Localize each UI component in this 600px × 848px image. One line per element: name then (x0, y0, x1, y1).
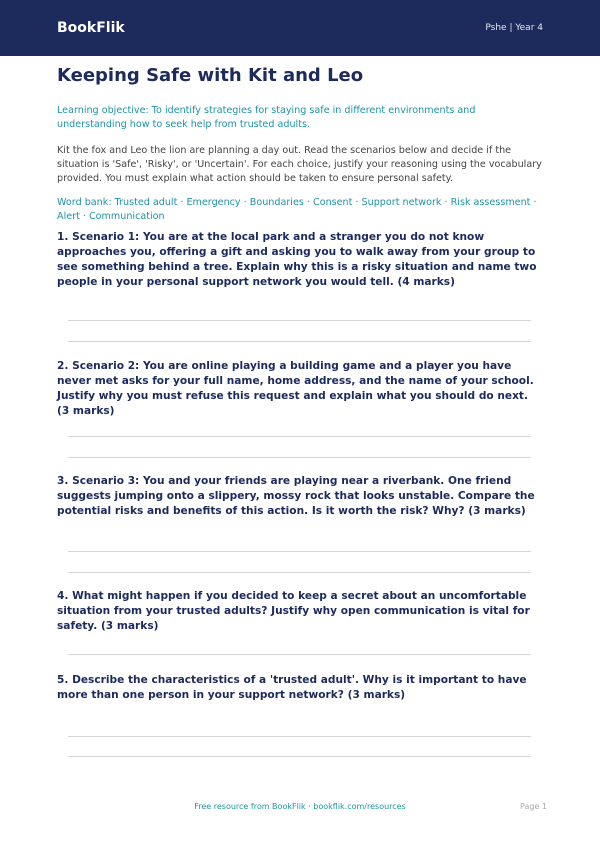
question-3: 3. Scenario 3: You and your friends are playing near a riverbank. One friend suggests jumping onto a slippery, mossy rock that looks unstable. Compare the potential risks and benefits of this action. Is it worth the risk? Why? (3 marks) (57, 475, 535, 517)
question-5: 5. Describe the characteristics of a 'trusted adult'. Why is it important to have more than one person in your support network? (3 marks) (57, 674, 527, 701)
answer-line[interactable] (68, 320, 531, 321)
instructions: Kit the fox and Leo the lion are planning a day out. Read the scenarios below and decide if the situation is 'Safe', 'Risky', or 'Uncertain'. For each choice, justify your reasoning using the vocabulary provided. You must explain what action should be taken to ensure personal safety. (57, 145, 542, 184)
answer-line[interactable] (68, 436, 531, 437)
answer-line[interactable] (68, 572, 531, 573)
answer-line[interactable] (68, 736, 531, 737)
intro-section (57, 62, 543, 224)
subject-year: Pshe | Year 4 (485, 23, 543, 33)
page-header (0, 0, 600, 56)
answer-line[interactable] (68, 551, 531, 552)
learning-objective: Learning objective: To identify strategies for staying safe in different environments and understanding how to seek help from trusted adults. (57, 105, 476, 130)
footer-credit[interactable]: Free resource from BookFlik · bookflik.com/resources (194, 802, 406, 811)
answer-line[interactable] (68, 457, 531, 458)
answer-line[interactable] (68, 341, 531, 342)
answer-line[interactable] (68, 756, 531, 757)
page-number: Page 1 (520, 802, 547, 811)
question-2: 2. Scenario 2: You are online playing a building game and a player you have never met asks for your full name, home address, and the name of your school. Justify why you must refuse this request and explain what you should do next. (3 marks) (57, 360, 534, 417)
word-bank: Word bank: Trusted adult · Emergency · Boundaries · Consent · Support network · Risk assessment · Alert · Communication (57, 197, 537, 222)
question-4: 4. What might happen if you decided to keep a secret about an uncomfortable situation from your trusted adults? Justify why open communication is vital for safety. (3 marks) (57, 590, 530, 632)
answer-line[interactable] (68, 654, 531, 655)
page-title: Keeping Safe with Kit and Leo (57, 65, 364, 86)
question-1: 1. Scenario 1: You are at the local park and a stranger you do not know approaches you, offering a gift and asking you to walk away from your group to see something behind a tree. Explain why this is a risky situation and name two people in your personal support network you would tell. (4 marks) (57, 231, 537, 288)
brand-logo: BookFlik (57, 20, 125, 36)
